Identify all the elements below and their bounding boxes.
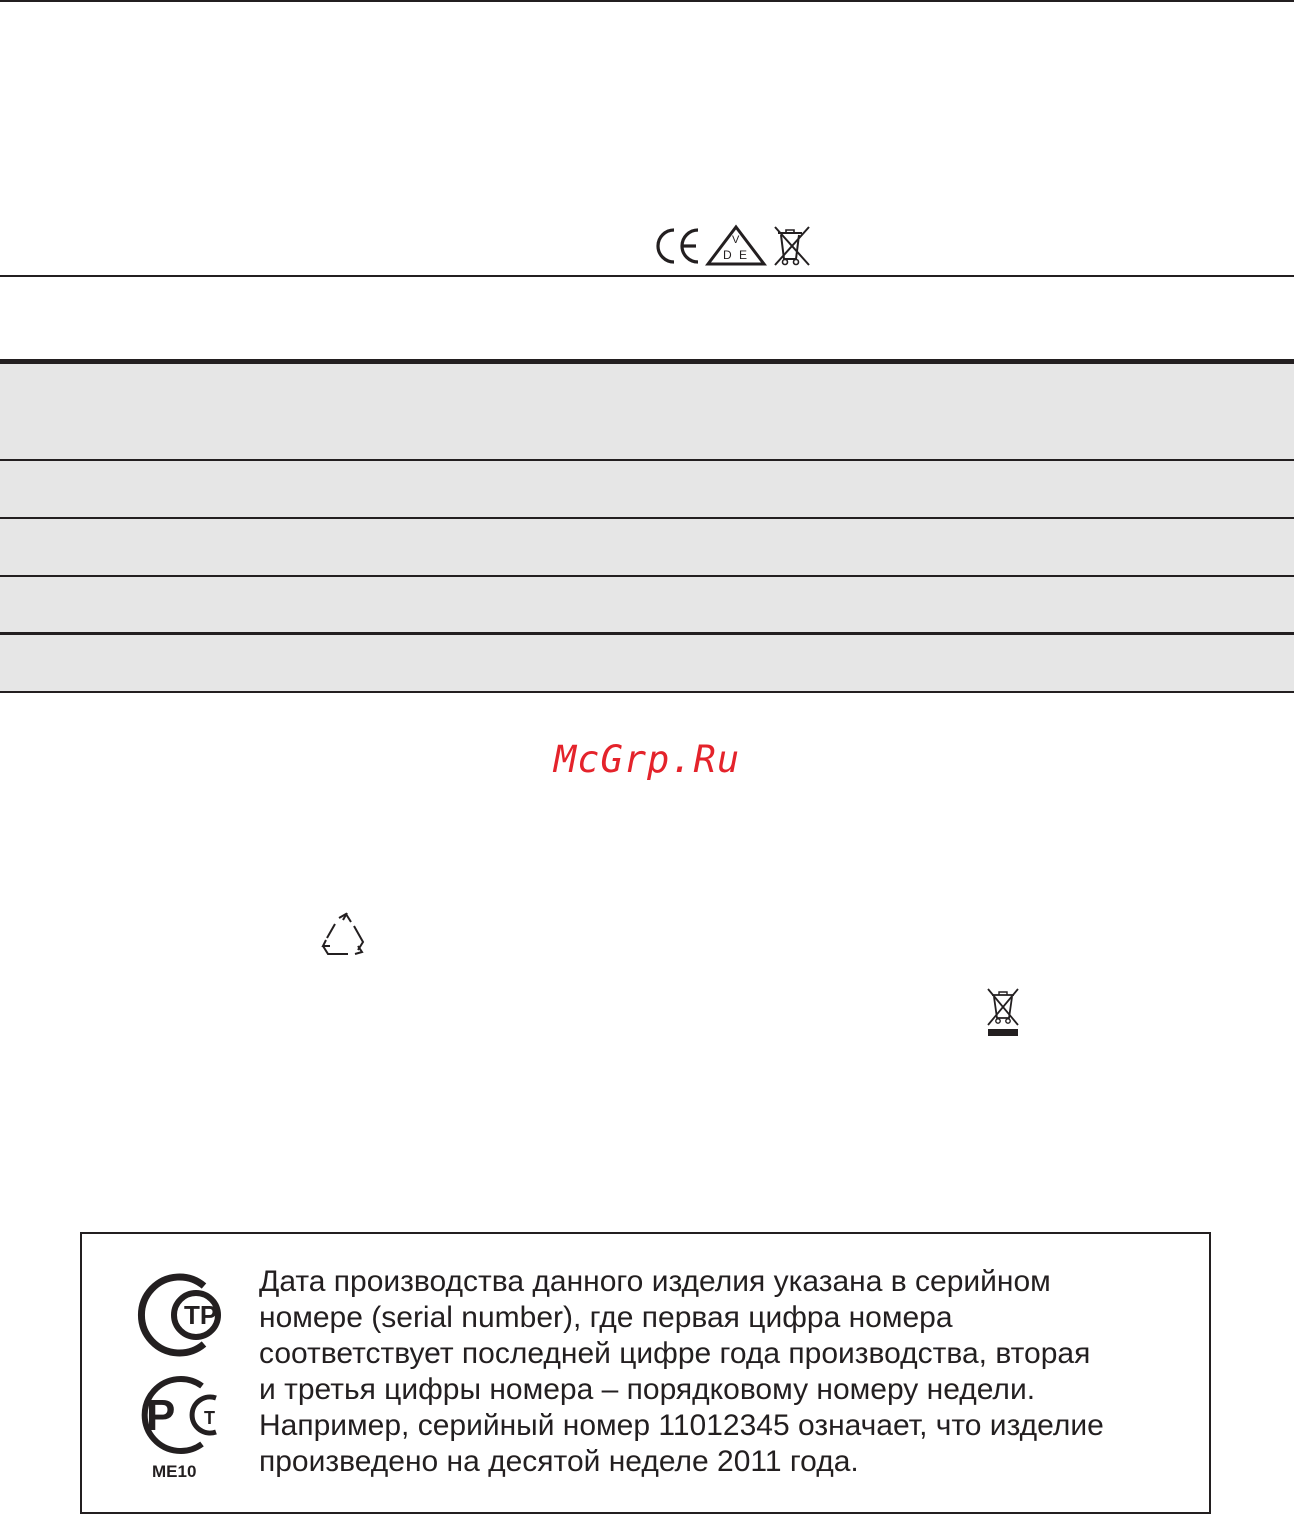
eac-tr-mark-icon	[124, 1272, 234, 1358]
ce-mark-icon	[652, 226, 702, 266]
weee-bin-icon	[772, 224, 812, 268]
vde-letter-d: D	[723, 248, 732, 262]
section-rule	[0, 275, 1294, 277]
table-row	[0, 577, 1294, 632]
pct-letter-t: Т	[204, 1408, 215, 1428]
vde-letter-v: V	[732, 234, 740, 246]
pct-letter-r: Р	[146, 1391, 176, 1440]
vde-letter-e: E	[739, 248, 748, 262]
table-row	[0, 364, 1294, 459]
table-row	[0, 461, 1294, 517]
notice-line: и третья цифры номера – порядковому номеру недели.	[259, 1373, 1036, 1406]
notice-line: Например, серийный номер 11012345 означает, что изделие	[259, 1409, 1104, 1442]
eac-tr-letters: ТР	[184, 1300, 218, 1330]
notice-line: произведено на десятой неделе 2011 года.	[259, 1445, 859, 1478]
notice-line: Дата производства данного изделия указана в серийном	[259, 1265, 1051, 1298]
watermark: McGrp.Ru	[553, 738, 741, 781]
pct-mark-icon	[124, 1374, 234, 1456]
production-date-notice	[80, 1232, 1211, 1514]
table-bottom-rule	[0, 691, 1294, 693]
weee-bin-icon	[984, 986, 1022, 1038]
vde-mark-icon	[705, 224, 767, 268]
notice-text	[259, 1264, 1199, 1480]
model-code: ME10	[152, 1462, 197, 1481]
table-row	[0, 519, 1294, 575]
top-rule	[0, 0, 1294, 2]
recycle-icon	[318, 910, 370, 962]
notice-line: номере (serial number), где первая цифра номера	[259, 1301, 953, 1334]
table-row	[0, 635, 1294, 691]
notice-line: соответствует последней цифре года производства, вторая	[259, 1337, 1091, 1370]
